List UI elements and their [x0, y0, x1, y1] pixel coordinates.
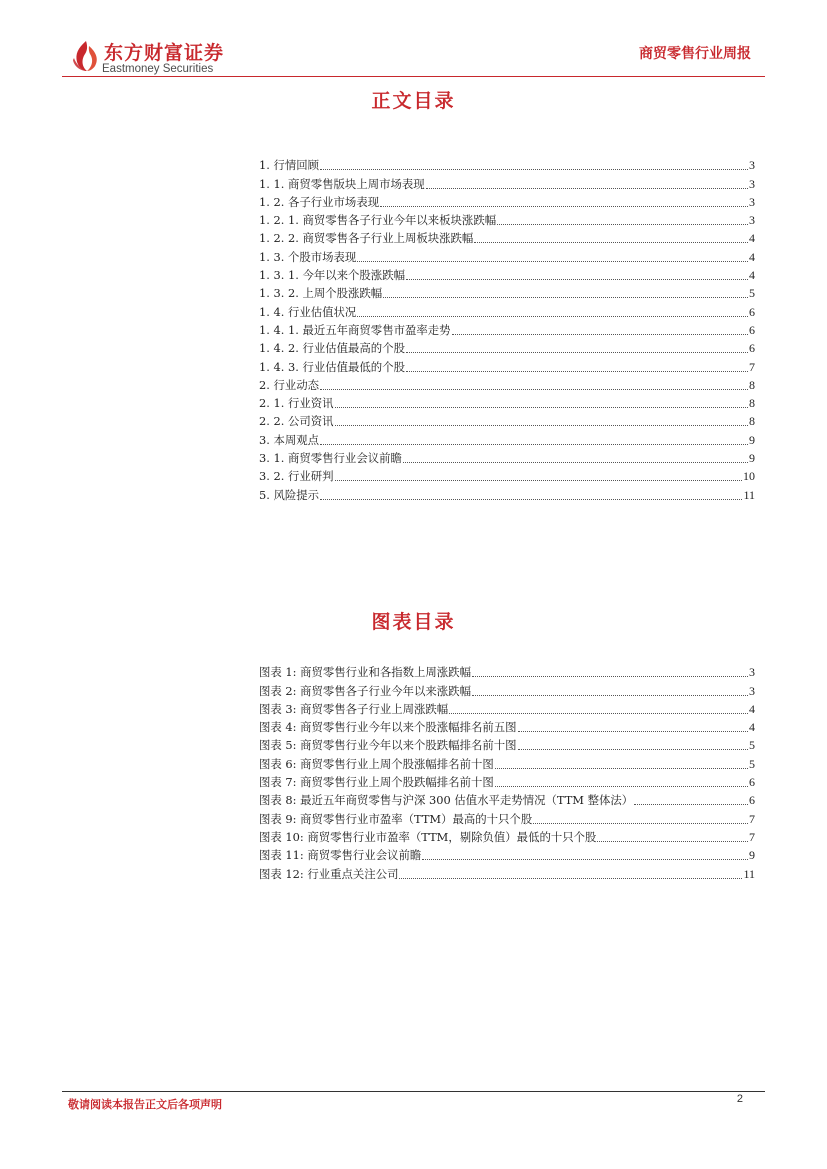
- dot-leader: [320, 444, 748, 445]
- entry-page-number: 5: [749, 756, 755, 771]
- dot-leader: [495, 768, 748, 769]
- figure-entry[interactable]: [259, 846, 755, 864]
- dot-leader: [495, 786, 748, 787]
- toc-entry[interactable]: [259, 211, 755, 229]
- page-number: 2: [736, 1093, 743, 1105]
- toc-entry[interactable]: [259, 174, 755, 192]
- figure-entry[interactable]: [259, 718, 755, 736]
- dot-leader: [406, 279, 748, 280]
- dot-leader: [449, 713, 748, 714]
- entry-label: 图表 9: 商贸零售行业市盈率（TTM）最高的十只个股: [259, 811, 533, 826]
- entry-label: 1. 4. 行业估值状况: [259, 304, 357, 319]
- entry-page-number: 8: [749, 377, 755, 392]
- entry-label: 3. 本周观点: [259, 432, 320, 447]
- entry-page-number: 7: [749, 829, 755, 844]
- dot-leader: [320, 169, 748, 170]
- dot-leader: [533, 823, 748, 824]
- figure-entry[interactable]: [259, 828, 755, 846]
- entry-label: 1. 4. 3. 行业估值最低的个股: [259, 359, 405, 374]
- entry-label: 1. 1. 商贸零售版块上周市场表现: [259, 176, 425, 191]
- entry-label: 图表 10: 商贸零售行业市盈率（TTM，剔除负值）最低的十只个股: [259, 829, 597, 844]
- entry-page-number: 11: [743, 866, 755, 881]
- entry-page-number: 6: [749, 775, 755, 790]
- toc-entry[interactable]: [259, 284, 755, 302]
- dot-leader: [380, 206, 748, 207]
- dot-leader: [357, 316, 748, 317]
- toc-entry[interactable]: [259, 156, 755, 174]
- toc-entry[interactable]: [259, 394, 755, 412]
- entry-page-number: 3: [749, 683, 755, 698]
- entry-page-number: 3: [749, 176, 755, 191]
- dot-leader: [399, 878, 742, 879]
- entry-label: 1. 3. 2. 上周个股涨跌幅: [259, 286, 383, 301]
- dot-leader: [422, 859, 748, 860]
- toc-entry[interactable]: [259, 412, 755, 430]
- entry-label: 图表 7: 商贸零售行业上周个股跌幅排名前十图: [259, 775, 494, 790]
- dot-leader: [634, 804, 748, 805]
- entry-page-number: 5: [749, 738, 755, 753]
- footer-disclaimer: 敬请阅读本报告正文后各项声明: [68, 1098, 222, 1111]
- dot-leader: [452, 334, 748, 335]
- dot-leader: [472, 676, 748, 677]
- entry-page-number: 9: [749, 848, 755, 863]
- entry-label: 1. 行情回顾: [259, 158, 320, 173]
- entry-label: 3. 1. 商贸零售行业会议前瞻: [259, 451, 402, 466]
- entry-page-number: 10: [743, 469, 755, 484]
- toc-entry[interactable]: [259, 357, 755, 375]
- entry-page-number: 4: [749, 231, 755, 246]
- entry-label: 图表 3: 商贸零售各子行业上周涨跌幅: [259, 701, 449, 716]
- figure-entry[interactable]: [259, 773, 755, 791]
- entry-label: 图表 6: 商贸零售行业上周个股涨幅排名前十图: [259, 756, 494, 771]
- toc-title: 正文目录: [371, 90, 456, 112]
- entry-label: 图表 12: 行业重点关注公司: [259, 866, 399, 881]
- dot-leader: [357, 261, 748, 262]
- toc-entry[interactable]: [259, 430, 755, 448]
- entry-label: 图表 11: 商贸零售行业会议前瞻: [259, 848, 422, 863]
- toc-entry[interactable]: [259, 321, 755, 339]
- toc-entry[interactable]: [259, 485, 755, 503]
- logo-text-cn: 东方财富证券: [104, 42, 225, 64]
- entry-label: 1. 4. 2. 行业估值最高的个股: [259, 341, 405, 356]
- entry-page-number: 3: [749, 665, 755, 680]
- entry-label: 图表 2: 商贸零售各子行业今年以来涨跌幅: [259, 683, 471, 698]
- figure-entry[interactable]: [259, 663, 755, 681]
- entry-label: 1. 3. 个股市场表现: [259, 249, 357, 264]
- entry-page-number: 9: [749, 451, 755, 466]
- entry-page-number: 4: [749, 701, 755, 716]
- entry-page-number: 6: [749, 341, 755, 356]
- entry-page-number: 9: [749, 432, 755, 447]
- dot-leader: [597, 841, 748, 842]
- report-type-label: 商贸零售行业周报: [639, 46, 751, 62]
- figure-list-title: 图表目录: [371, 611, 456, 633]
- eastmoney-logo-icon: [72, 40, 100, 72]
- entry-page-number: 6: [749, 304, 755, 319]
- dot-leader: [335, 425, 748, 426]
- entry-label: 1. 3. 1. 今年以来个股涨跌幅: [259, 268, 405, 283]
- entry-label: 1. 2. 各子行业市场表现: [259, 194, 380, 209]
- entry-label: 1. 2. 1. 商贸零售各子行业今年以来板块涨跌幅: [259, 213, 497, 228]
- company-logo: [72, 38, 242, 78]
- entry-page-number: 11: [743, 487, 755, 502]
- dot-leader: [320, 499, 742, 500]
- entry-label: 1. 4. 1. 最近五年商贸零售市盈率走势: [259, 322, 451, 337]
- entry-label: 图表 4: 商贸零售行业今年以来个股涨幅排名前五图: [259, 720, 517, 735]
- figure-entry[interactable]: [259, 754, 755, 772]
- entry-label: 3. 2. 行业研判: [259, 469, 334, 484]
- entry-label: 5. 风险提示: [259, 487, 320, 502]
- dot-leader: [518, 731, 748, 732]
- dot-leader: [403, 462, 748, 463]
- toc-entry[interactable]: [259, 449, 755, 467]
- dot-leader: [335, 480, 742, 481]
- entry-page-number: 6: [749, 793, 755, 808]
- entry-label: 1. 2. 2. 商贸零售各子行业上周板块涨跌幅: [259, 231, 474, 246]
- figure-entry[interactable]: [259, 809, 755, 827]
- entry-label: 2. 1. 行业资讯: [259, 396, 334, 411]
- entry-page-number: 7: [749, 359, 755, 374]
- entry-page-number: 3: [749, 213, 755, 228]
- entry-page-number: 6: [749, 322, 755, 337]
- entry-page-number: 3: [749, 194, 755, 209]
- dot-leader: [320, 389, 748, 390]
- figure-entry[interactable]: [259, 736, 755, 754]
- dot-leader: [406, 352, 748, 353]
- entry-label: 图表 8: 最近五年商贸零售与沪深 300 估值水平走势情况（TTM 整体法）: [259, 793, 634, 808]
- toc-entry[interactable]: [259, 193, 755, 211]
- entry-page-number: 4: [749, 249, 755, 264]
- entry-page-number: 5: [749, 286, 755, 301]
- dot-leader: [474, 242, 748, 243]
- footer-divider: [62, 1091, 765, 1092]
- entry-label: 图表 5: 商贸零售行业今年以来个股跌幅排名前十图: [259, 738, 517, 753]
- dot-leader: [383, 297, 748, 298]
- entry-page-number: 4: [749, 720, 755, 735]
- entry-label: 2. 2. 公司资讯: [259, 414, 334, 429]
- entry-page-number: 7: [749, 811, 755, 826]
- entry-label: 2. 行业动态: [259, 377, 320, 392]
- dot-leader: [335, 407, 748, 408]
- table-of-contents: [259, 156, 755, 504]
- dot-leader: [406, 371, 748, 372]
- toc-entry[interactable]: [259, 302, 755, 320]
- toc-entry[interactable]: [259, 266, 755, 284]
- toc-entry[interactable]: [259, 247, 755, 265]
- toc-entry[interactable]: [259, 339, 755, 357]
- dot-leader: [472, 695, 748, 696]
- dot-leader: [426, 188, 748, 189]
- entry-label: 图表 1: 商贸零售行业和各指数上周涨跌幅: [259, 665, 471, 680]
- logo-text-en: Eastmoney Securities: [102, 63, 214, 75]
- entry-page-number: 3: [749, 158, 755, 173]
- header-divider: [62, 76, 765, 77]
- figure-entry[interactable]: [259, 681, 755, 699]
- entry-page-number: 8: [749, 414, 755, 429]
- toc-entry[interactable]: [259, 376, 755, 394]
- figure-entry[interactable]: [259, 864, 755, 882]
- list-of-figures: [259, 663, 755, 883]
- figure-entry[interactable]: [259, 791, 755, 809]
- entry-page-number: 8: [749, 396, 755, 411]
- toc-entry[interactable]: [259, 229, 755, 247]
- dot-leader: [497, 224, 748, 225]
- toc-entry[interactable]: [259, 467, 755, 485]
- dot-leader: [518, 749, 748, 750]
- entry-page-number: 4: [749, 268, 755, 283]
- figure-entry[interactable]: [259, 700, 755, 718]
